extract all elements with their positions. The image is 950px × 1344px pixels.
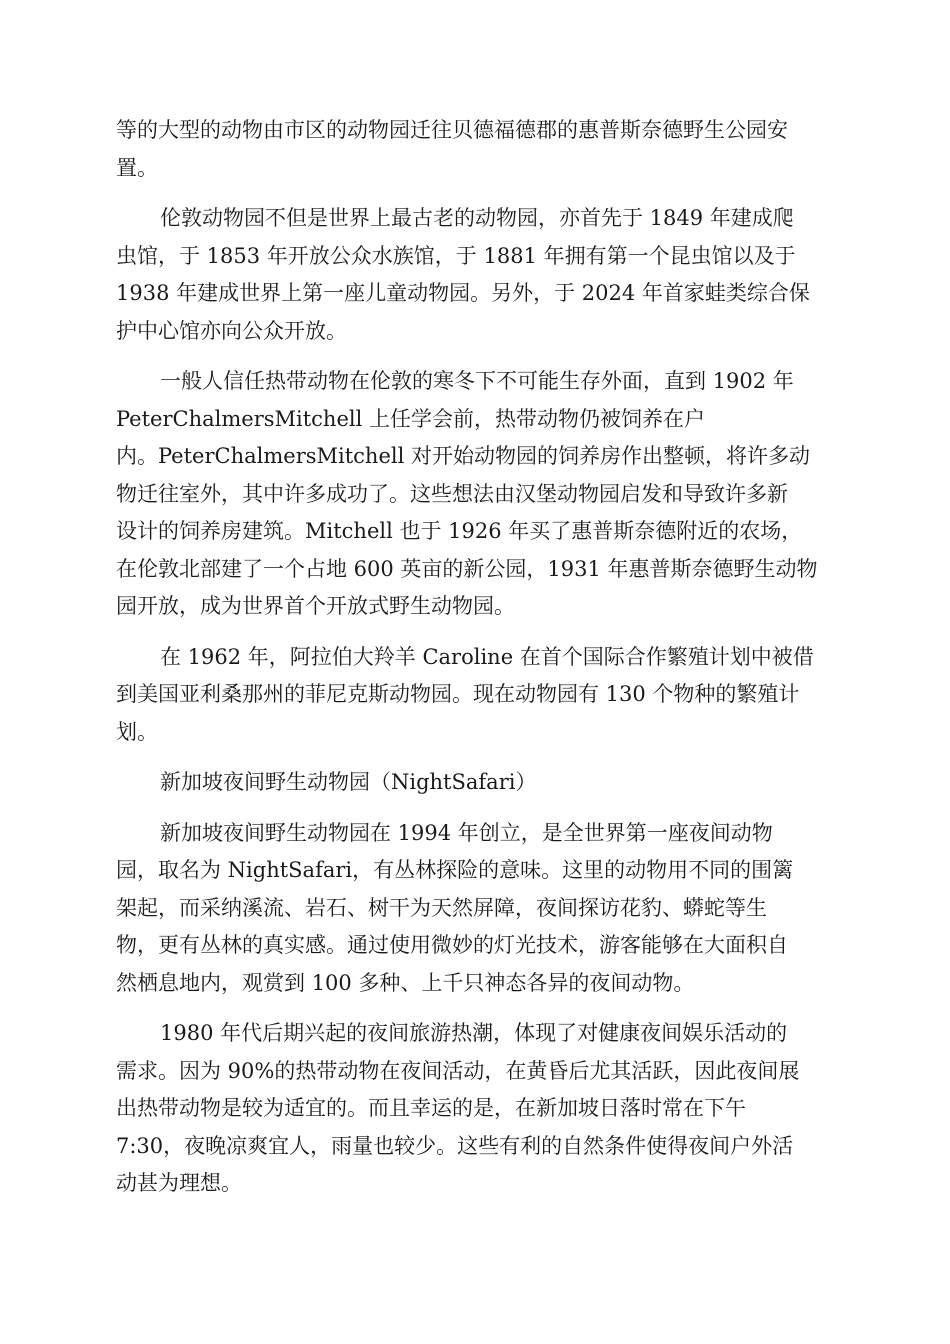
text-line: 园，取名为 NightSafari，有丛林探险的意味。这里的动物用不同的围篱 bbox=[116, 858, 794, 882]
text-line: 伦敦动物园不但是世界上最古老的动物园，亦首先于 1849 年建成爬 bbox=[160, 206, 794, 230]
paragraph bbox=[116, 363, 834, 626]
text-line: 需求。因为 90%的热带动物在夜间活动，在黄昏后尤其活跃，因此夜间展 bbox=[116, 1058, 800, 1083]
text-line: 在 1962 年，阿拉伯大羚羊 Caroline 在首个国际合作繁殖计划中被借 bbox=[160, 644, 814, 669]
text-line: 新加坡夜间野生动物园在 1994 年创立，是全世界第一座夜间动物 bbox=[160, 820, 773, 845]
text-line: 置。 bbox=[116, 155, 158, 180]
paragraph bbox=[116, 815, 834, 1003]
text-line: 一般人信任热带动物在伦敦的寒冬下不可能生存外面，直到 1902 年 bbox=[160, 369, 794, 393]
text-line: 物迁往室外，其中许多成功了。这些想法由汉堡动物园启发和导致许多新 bbox=[116, 481, 788, 506]
text-line: 内。PeterChalmersMitchell 对开始动物园的饲养房作出整顿，将许多动 bbox=[116, 444, 810, 468]
paragraph bbox=[116, 764, 834, 802]
text-line: 护中心馆亦向公众开放。 bbox=[116, 318, 347, 343]
paragraph bbox=[116, 1015, 834, 1203]
text-line: 园开放，成为世界首个开放式野生动物园。 bbox=[116, 594, 515, 618]
text-line: 架起，而采纳溪流、岩石、树干为天然屏障，夜间探访花豹、蟒蛇等生 bbox=[116, 895, 767, 920]
text-line: 划。 bbox=[116, 719, 158, 744]
text-line: PeterChalmersMitchell 上任学会前，热带动物仍被饲养在户 bbox=[116, 406, 705, 431]
text-line: 1980 年代后期兴起的夜间旅游热潮，体现了对健康夜间娱乐活动的 bbox=[160, 1021, 788, 1045]
paragraph bbox=[116, 200, 834, 350]
text-line: 在伦敦北部建了一个占地 600 英亩的新公园，1931 年惠普斯奈德野生动物 bbox=[116, 556, 818, 581]
text-line: 设计的饲养房建筑。Mitchell 也于 1926 年买了惠普斯奈德附近的农场， bbox=[116, 519, 803, 543]
text-line: 7:30，夜晚凉爽宜人，雨量也较少。这些有利的自然条件使得夜间户外活 bbox=[116, 1133, 794, 1158]
text-line: 动甚为理想。 bbox=[116, 1171, 242, 1195]
document-body bbox=[116, 112, 834, 1216]
paragraph bbox=[116, 639, 834, 752]
text-line: 到美国亚利桑那州的菲尼克斯动物园。现在动物园有 130 个物种的繁殖计 bbox=[116, 682, 800, 706]
paragraph bbox=[116, 112, 834, 187]
text-line: 然栖息地内，观赏到 100 多种、上千只神态各异的夜间动物。 bbox=[116, 970, 695, 995]
text-line: 出热带动物是较为适宜的。而且幸运的是，在新加坡日落时常在下午 bbox=[116, 1096, 746, 1120]
text-line: 1938 年建成世界上第一座儿童动物园。另外，于 2024 年首家蛙类综合保 bbox=[116, 281, 810, 305]
text-line: 虫馆，于 1853 年开放公众水族馆，于 1881 年拥有第一个昆虫馆以及于 bbox=[116, 243, 796, 268]
text-line: 新加坡夜间野生动物园（NightSafari） bbox=[160, 770, 537, 794]
text-line: 等的大型的动物由市区的动物园迁往贝德福德郡的惠普斯奈德野生公园安 bbox=[116, 118, 788, 142]
text-line: 物，更有丛林的真实感。通过使用微妙的灯光技术，游客能够在大面积自 bbox=[116, 933, 788, 957]
